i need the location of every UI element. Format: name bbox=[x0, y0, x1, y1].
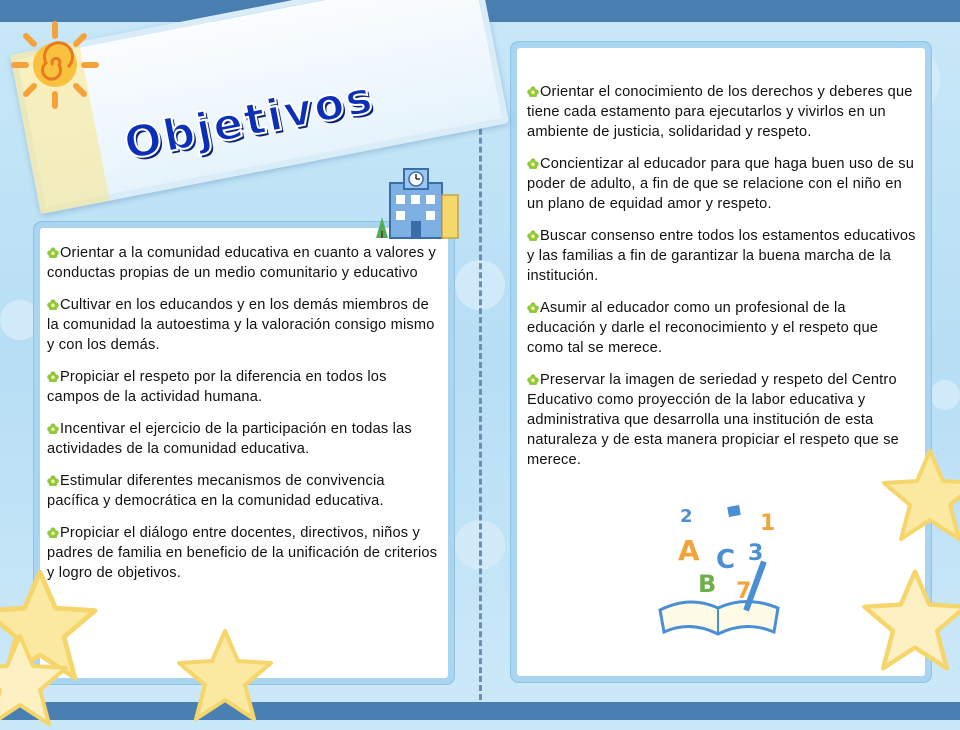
list-item-text: Preservar la imagen de seriedad y respeto del Centro Educativo como proyección de la labor educativa y administrativa que desarrolla una institución de esta naturaleza y de esta manera propiciar el respeto que se merece. bbox=[527, 372, 900, 468]
flower-bullet-icon bbox=[527, 158, 539, 169]
list-item bbox=[47, 523, 439, 583]
list-item-text: Buscar consenso entre todos los estamentos educativos y las familias a fin de garantizar la buena marcha de la institución. bbox=[527, 228, 916, 284]
background-flower bbox=[0, 300, 40, 340]
decor-letter: B bbox=[698, 570, 717, 598]
center-dashed-divider bbox=[479, 30, 482, 700]
star-icon bbox=[170, 625, 280, 725]
star-icon bbox=[0, 630, 70, 730]
background-flower bbox=[930, 380, 960, 410]
flower-bullet-icon bbox=[527, 86, 539, 97]
list-item-text: Orientar el conocimiento de los derechos y deberes que tiene cada estamento para ejecutarlos y vivirlos en un ambiente de justicia, solidaridad y respeto. bbox=[527, 84, 913, 140]
list-item bbox=[527, 82, 917, 142]
list-item-text: Estimular diferentes mecanismos de convivencia pacífica y democrática en la comunidad educativa. bbox=[47, 473, 385, 509]
list-item bbox=[527, 298, 917, 358]
right-objectives-list bbox=[527, 82, 917, 482]
list-item bbox=[47, 419, 439, 459]
page-title: Objetivos bbox=[120, 71, 379, 171]
flower-bullet-icon bbox=[47, 475, 59, 486]
bottom-frame-bar bbox=[0, 702, 960, 720]
left-objectives-list bbox=[47, 243, 439, 595]
flower-bullet-icon bbox=[527, 230, 539, 241]
decor-letter: C bbox=[716, 545, 736, 575]
decor-letter: 2 bbox=[680, 506, 693, 527]
list-item bbox=[47, 243, 439, 283]
star-icon bbox=[880, 440, 960, 550]
list-item bbox=[47, 471, 439, 511]
decor-letter: A bbox=[678, 534, 700, 567]
list-item-text: Asumir al educador como un profesional de la educación y darle el reconocimiento y el respeto que como tal se merece. bbox=[527, 300, 879, 356]
sun-icon bbox=[10, 20, 100, 110]
decor-letter: 1 bbox=[760, 511, 776, 536]
decor-letter: 3 bbox=[748, 541, 764, 566]
flower-bullet-icon bbox=[527, 302, 539, 313]
list-item bbox=[527, 154, 917, 214]
list-item-text: Propiciar el respeto por la diferencia en todos los campos de la actividad humana. bbox=[47, 369, 387, 405]
flower-bullet-icon bbox=[47, 527, 59, 538]
list-item bbox=[47, 367, 439, 407]
list-item bbox=[527, 370, 917, 470]
list-item bbox=[527, 226, 917, 286]
flower-bullet-icon bbox=[47, 371, 59, 382]
school-building-icon bbox=[368, 165, 463, 240]
list-item-text: Cultivar en los educandos y en los demás miembros de la comunidad la autoestima y la valoración consigo mismo y con los demás. bbox=[47, 297, 435, 353]
list-item-text: Orientar a la comunidad educativa en cuanto a valores y conductas propias de un medio comunitario y educativo bbox=[47, 245, 437, 281]
star-icon bbox=[860, 560, 960, 680]
books-letters-icon bbox=[650, 500, 790, 640]
list-item-text: Concientizar al educador para que haga buen uso de su poder de adulto, a fin de que se relacione con el niño en un plano de equidad amor y respeto. bbox=[527, 156, 915, 212]
list-item-text: Propiciar el diálogo entre docentes, directivos, niños y padres de familia en beneficio de la unificación de criterios y logro de objetivos. bbox=[47, 525, 438, 581]
flower-bullet-icon bbox=[47, 423, 59, 434]
flower-bullet-icon bbox=[527, 374, 539, 385]
flower-bullet-icon bbox=[47, 299, 59, 310]
flower-bullet-icon bbox=[47, 247, 59, 258]
list-item bbox=[47, 295, 439, 355]
decor-letter: 7 bbox=[736, 579, 752, 604]
list-item-text: Incentivar el ejercicio de la participación en todas las actividades de la comunidad educativa. bbox=[47, 421, 412, 457]
